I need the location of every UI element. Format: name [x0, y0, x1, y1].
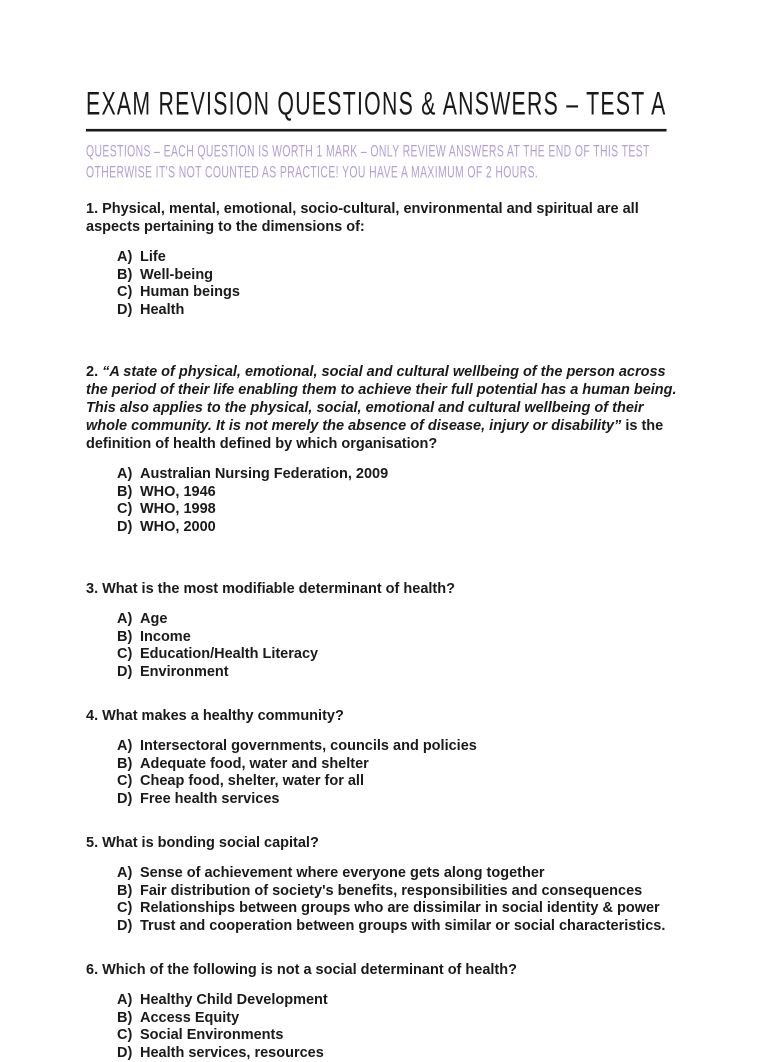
question-text-line [86, 363, 686, 453]
option-text: Trust and cooperation between groups with similar or social characteristics. [140, 918, 688, 936]
option-letter: B) [117, 267, 140, 285]
option-letter: A) [117, 738, 140, 756]
option-row [117, 992, 688, 1010]
option-row [117, 519, 688, 537]
option-text: Access Equity [140, 1010, 688, 1028]
question-text: What is the most modifiable determinant of health? [102, 581, 455, 597]
questions [86, 200, 688, 1062]
option-text: Environment [140, 664, 688, 682]
question-block [86, 834, 688, 935]
question-block [86, 363, 688, 536]
option-row [117, 773, 688, 791]
option-row [117, 756, 688, 774]
options [86, 738, 688, 808]
option-letter: D) [117, 918, 140, 936]
option-letter: D) [117, 519, 140, 537]
option-row [117, 883, 688, 901]
option-row [117, 267, 688, 285]
option-text: Life [140, 249, 688, 267]
option-text: Relationships between groups who are dissimilar in social identity & power [140, 900, 688, 918]
option-letter: A) [117, 249, 140, 267]
question-number: 5. [86, 835, 98, 851]
option-letter: C) [117, 646, 140, 664]
option-text: WHO, 1946 [140, 484, 688, 502]
option-row [117, 249, 688, 267]
question-text: Physical, mental, emotional, socio-cultural, environmental and spiritual are all aspects pertaining to the dimensions of: [86, 201, 639, 235]
option-letter: C) [117, 501, 140, 519]
question-number: 1. [86, 201, 98, 217]
option-letter: C) [117, 1027, 140, 1045]
option-letter: B) [117, 629, 140, 647]
option-text: Sense of achievement where everyone gets along together [140, 865, 688, 883]
question-text: What makes a healthy community? [102, 708, 344, 724]
option-row [117, 1010, 688, 1028]
option-letter: C) [117, 900, 140, 918]
option-row [117, 918, 688, 936]
option-row [117, 629, 688, 647]
option-letter: B) [117, 1010, 140, 1028]
option-text: Health [140, 302, 688, 320]
option-letter: A) [117, 466, 140, 484]
option-letter: B) [117, 883, 140, 901]
option-text: Fair distribution of society's benefits, responsibilities and consequences [140, 883, 688, 901]
options [86, 611, 688, 681]
option-row [117, 738, 688, 756]
question-block [86, 580, 688, 681]
option-row [117, 302, 688, 320]
option-text: Free health services [140, 791, 688, 809]
option-row [117, 900, 688, 918]
option-row [117, 791, 688, 809]
option-text: Well-being [140, 267, 688, 285]
option-row [117, 1027, 688, 1045]
options [86, 865, 688, 935]
question-text: What is bonding social capital? [102, 835, 319, 851]
question-block [86, 961, 688, 1062]
option-text: Healthy Child Development [140, 992, 688, 1010]
option-row [117, 664, 688, 682]
page-title: EXAM REVISION QUESTIONS & ANSWERS – TEST A [86, 86, 667, 132]
option-row [117, 484, 688, 502]
option-text: Intersectoral governments, councils and policies [140, 738, 688, 756]
question-number: 2. [86, 364, 98, 380]
option-text: Social Environments [140, 1027, 688, 1045]
option-text: Cheap food, shelter, water for all [140, 773, 688, 791]
option-row [117, 1045, 688, 1062]
question-block [86, 707, 688, 808]
question-quote: “A state of physical, emotional, social and cultural wellbeing of the person across the period of their life enabling them to achieve their full potential has a human being. This also applies to the physical, social, emotional and cultural wellbeing of their whole community. It is not merely the absence of disease, injury or disability” [86, 364, 677, 434]
option-text: Education/Health Literacy [140, 646, 688, 664]
option-letter: A) [117, 865, 140, 883]
option-row [117, 611, 688, 629]
option-letter: A) [117, 992, 140, 1010]
option-letter: D) [117, 791, 140, 809]
option-letter: C) [117, 284, 140, 302]
option-letter: D) [117, 302, 140, 320]
option-row [117, 284, 688, 302]
option-text: Adequate food, water and shelter [140, 756, 688, 774]
question-text-line [86, 834, 686, 852]
question-number: 4. [86, 708, 98, 724]
option-text: Income [140, 629, 688, 647]
option-letter: C) [117, 773, 140, 791]
option-text: Health services, resources [140, 1045, 688, 1062]
question-block [86, 200, 688, 319]
option-letter: B) [117, 484, 140, 502]
question-text-line [86, 961, 686, 979]
question-text-line [86, 200, 686, 236]
option-text: Australian Nursing Federation, 2009 [140, 466, 688, 484]
question-number: 6. [86, 962, 98, 978]
instructions-text: QUESTIONS – EACH QUESTION IS WORTH 1 MARK – ONLY REVIEW ANSWERS AT THE END OF THIS TEST OTHERWISE IT'S NOT COUNTED AS PRACTICE! YOU HAVE A MAXIMUM OF 2 HOURS. [86, 140, 670, 183]
question-text: is the definition of health defined by which organisation? [86, 418, 663, 452]
option-text: Human beings [140, 284, 688, 302]
option-row [117, 646, 688, 664]
option-text: Age [140, 611, 688, 629]
options [86, 466, 688, 536]
option-letter: B) [117, 756, 140, 774]
option-text: WHO, 1998 [140, 501, 688, 519]
question-text-line [86, 707, 686, 725]
question-text-line [86, 580, 686, 598]
title-wrap [86, 86, 688, 124]
option-letter: A) [117, 611, 140, 629]
question-number: 3. [86, 581, 98, 597]
subtitle-wrap [86, 140, 688, 188]
option-row [117, 466, 688, 484]
options [86, 992, 688, 1062]
options [86, 249, 688, 319]
option-text: WHO, 2000 [140, 519, 688, 537]
option-letter: D) [117, 1045, 140, 1062]
question-text: Which of the following is not a social determinant of health? [102, 962, 517, 978]
option-row [117, 865, 688, 883]
option-letter: D) [117, 664, 140, 682]
option-row [117, 501, 688, 519]
